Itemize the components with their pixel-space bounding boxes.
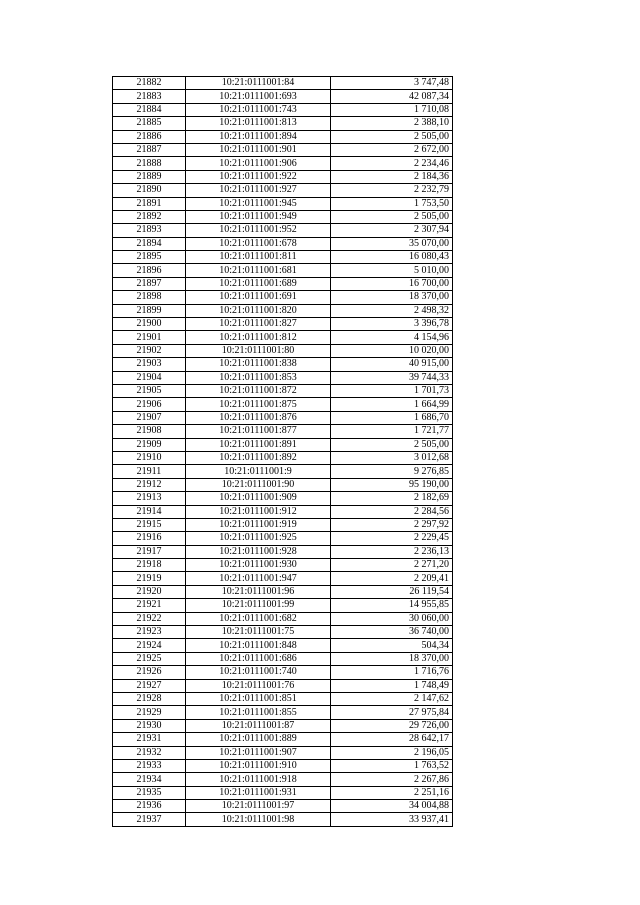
row-number-cell: 21914 — [113, 505, 186, 518]
table-body — [113, 77, 453, 827]
value-cell: 28 642,17 — [331, 733, 453, 746]
row-number-cell: 21928 — [113, 692, 186, 705]
table-row — [113, 251, 453, 264]
cadastral-number-cell: 10:21:0111001:919 — [186, 518, 331, 531]
row-number-cell: 21918 — [113, 559, 186, 572]
table-row — [113, 103, 453, 116]
value-cell: 1 748,49 — [331, 679, 453, 692]
cadastral-number-cell: 10:21:0111001:678 — [186, 237, 331, 250]
row-number-cell: 21886 — [113, 130, 186, 143]
table-row — [113, 130, 453, 143]
row-number-cell: 21883 — [113, 90, 186, 103]
row-number-cell: 21933 — [113, 759, 186, 772]
cadastral-number-cell: 10:21:0111001:75 — [186, 626, 331, 639]
row-number-cell: 21895 — [113, 251, 186, 264]
value-cell: 2 307,94 — [331, 224, 453, 237]
cadastral-number-cell: 10:21:0111001:813 — [186, 117, 331, 130]
table-row — [113, 210, 453, 223]
table-row — [113, 639, 453, 652]
cadastral-number-cell: 10:21:0111001:855 — [186, 706, 331, 719]
table-row — [113, 170, 453, 183]
row-number-cell: 21913 — [113, 492, 186, 505]
value-cell: 2 236,13 — [331, 545, 453, 558]
cadastral-number-cell: 10:21:0111001:930 — [186, 559, 331, 572]
row-number-cell: 21922 — [113, 612, 186, 625]
value-cell: 1 701,73 — [331, 384, 453, 397]
cadastral-number-cell: 10:21:0111001:820 — [186, 304, 331, 317]
cadastral-number-cell: 10:21:0111001:84 — [186, 77, 331, 90]
table-row — [113, 358, 453, 371]
table-row — [113, 545, 453, 558]
value-cell: 1 763,52 — [331, 759, 453, 772]
cadastral-number-cell: 10:21:0111001:876 — [186, 411, 331, 424]
cadastral-number-cell: 10:21:0111001:681 — [186, 264, 331, 277]
value-cell: 18 370,00 — [331, 652, 453, 665]
value-cell: 42 087,34 — [331, 90, 453, 103]
table-row — [113, 77, 453, 90]
value-cell: 2 209,41 — [331, 572, 453, 585]
row-number-cell: 21887 — [113, 143, 186, 156]
table-row — [113, 572, 453, 585]
cadastral-number-cell: 10:21:0111001:949 — [186, 210, 331, 223]
row-number-cell: 21900 — [113, 318, 186, 331]
row-number-cell: 21888 — [113, 157, 186, 170]
table-row — [113, 237, 453, 250]
value-cell: 2 672,00 — [331, 143, 453, 156]
row-number-cell: 21916 — [113, 532, 186, 545]
value-cell: 1 721,77 — [331, 425, 453, 438]
table-row — [113, 719, 453, 732]
value-cell: 5 010,00 — [331, 264, 453, 277]
cadastral-number-cell: 10:21:0111001:906 — [186, 157, 331, 170]
table-row — [113, 599, 453, 612]
table-row — [113, 626, 453, 639]
value-cell: 1 716,76 — [331, 666, 453, 679]
table-row — [113, 652, 453, 665]
cadastral-number-cell: 10:21:0111001:686 — [186, 652, 331, 665]
value-cell: 3 012,68 — [331, 451, 453, 464]
row-number-cell: 21905 — [113, 384, 186, 397]
row-number-cell: 21898 — [113, 291, 186, 304]
cadastral-number-cell: 10:21:0111001:894 — [186, 130, 331, 143]
row-number-cell: 21882 — [113, 77, 186, 90]
row-number-cell: 21907 — [113, 411, 186, 424]
cadastral-number-cell: 10:21:0111001:872 — [186, 384, 331, 397]
row-number-cell: 21927 — [113, 679, 186, 692]
value-cell: 2 267,86 — [331, 773, 453, 786]
table-row — [113, 532, 453, 545]
cadastral-number-cell: 10:21:0111001:693 — [186, 90, 331, 103]
cadastral-number-cell: 10:21:0111001:892 — [186, 451, 331, 464]
table-row — [113, 157, 453, 170]
row-number-cell: 21890 — [113, 184, 186, 197]
cadastral-number-cell: 10:21:0111001:76 — [186, 679, 331, 692]
row-number-cell: 21884 — [113, 103, 186, 116]
value-cell: 1 664,99 — [331, 398, 453, 411]
row-number-cell: 21899 — [113, 304, 186, 317]
value-cell: 3 396,78 — [331, 318, 453, 331]
row-number-cell: 21902 — [113, 344, 186, 357]
table-row — [113, 746, 453, 759]
cadastral-number-cell: 10:21:0111001:889 — [186, 733, 331, 746]
cadastral-number-cell: 10:21:0111001:97 — [186, 800, 331, 813]
cadastral-number-cell: 10:21:0111001:743 — [186, 103, 331, 116]
value-cell: 35 070,00 — [331, 237, 453, 250]
value-cell: 504,34 — [331, 639, 453, 652]
cadastral-number-cell: 10:21:0111001:901 — [186, 143, 331, 156]
row-number-cell: 21897 — [113, 277, 186, 290]
table-row — [113, 692, 453, 705]
row-number-cell: 21931 — [113, 733, 186, 746]
row-number-cell: 21936 — [113, 800, 186, 813]
cadastral-number-cell: 10:21:0111001:90 — [186, 478, 331, 491]
table-row — [113, 224, 453, 237]
cadastral-number-cell: 10:21:0111001:99 — [186, 599, 331, 612]
row-number-cell: 21906 — [113, 398, 186, 411]
table-row — [113, 184, 453, 197]
row-number-cell: 21892 — [113, 210, 186, 223]
value-cell: 39 744,33 — [331, 371, 453, 384]
cadastral-number-cell: 10:21:0111001:682 — [186, 612, 331, 625]
cadastral-number-cell: 10:21:0111001:945 — [186, 197, 331, 210]
value-cell: 3 747,48 — [331, 77, 453, 90]
cadastral-number-cell: 10:21:0111001:853 — [186, 371, 331, 384]
cadastral-number-cell: 10:21:0111001:910 — [186, 759, 331, 772]
value-cell: 14 955,85 — [331, 599, 453, 612]
table-row — [113, 518, 453, 531]
value-cell: 2 505,00 — [331, 210, 453, 223]
row-number-cell: 21925 — [113, 652, 186, 665]
value-cell: 30 060,00 — [331, 612, 453, 625]
cadastral-number-cell: 10:21:0111001:689 — [186, 277, 331, 290]
value-cell: 34 004,88 — [331, 800, 453, 813]
table-row — [113, 773, 453, 786]
table-row — [113, 291, 453, 304]
cadastral-number-cell: 10:21:0111001:80 — [186, 344, 331, 357]
row-number-cell: 21903 — [113, 358, 186, 371]
value-cell: 40 915,00 — [331, 358, 453, 371]
row-number-cell: 21935 — [113, 786, 186, 799]
table-row — [113, 465, 453, 478]
table-row — [113, 344, 453, 357]
cadastral-number-cell: 10:21:0111001:912 — [186, 505, 331, 518]
cadastral-number-cell: 10:21:0111001:918 — [186, 773, 331, 786]
value-cell: 16 700,00 — [331, 277, 453, 290]
table-row — [113, 679, 453, 692]
table-row — [113, 398, 453, 411]
cadastral-number-cell: 10:21:0111001:827 — [186, 318, 331, 331]
value-cell: 2 297,92 — [331, 518, 453, 531]
value-cell: 10 020,00 — [331, 344, 453, 357]
row-number-cell: 21885 — [113, 117, 186, 130]
value-cell: 29 726,00 — [331, 719, 453, 732]
row-number-cell: 21919 — [113, 572, 186, 585]
table-row — [113, 90, 453, 103]
row-number-cell: 21889 — [113, 170, 186, 183]
cadastral-number-cell: 10:21:0111001:952 — [186, 224, 331, 237]
cadastral-number-cell: 10:21:0111001:848 — [186, 639, 331, 652]
cadastral-number-cell: 10:21:0111001:925 — [186, 532, 331, 545]
cadastral-number-cell: 10:21:0111001:875 — [186, 398, 331, 411]
cadastral-number-cell: 10:21:0111001:851 — [186, 692, 331, 705]
cadastral-number-cell: 10:21:0111001:877 — [186, 425, 331, 438]
row-number-cell: 21934 — [113, 773, 186, 786]
cadastral-number-cell: 10:21:0111001:928 — [186, 545, 331, 558]
value-cell: 16 080,43 — [331, 251, 453, 264]
cadastral-number-cell: 10:21:0111001:96 — [186, 585, 331, 598]
value-cell: 2 147,62 — [331, 692, 453, 705]
value-cell: 18 370,00 — [331, 291, 453, 304]
row-number-cell: 21911 — [113, 465, 186, 478]
value-cell: 1 753,50 — [331, 197, 453, 210]
row-number-cell: 21901 — [113, 331, 186, 344]
cadastral-number-cell: 10:21:0111001:907 — [186, 746, 331, 759]
cadastral-number-cell: 10:21:0111001:87 — [186, 719, 331, 732]
row-number-cell: 21926 — [113, 666, 186, 679]
value-cell: 95 190,00 — [331, 478, 453, 491]
table-row — [113, 492, 453, 505]
value-cell: 2 505,00 — [331, 130, 453, 143]
cadastral-number-cell: 10:21:0111001:909 — [186, 492, 331, 505]
row-number-cell: 21896 — [113, 264, 186, 277]
value-cell: 2 505,00 — [331, 438, 453, 451]
value-cell: 2 284,56 — [331, 505, 453, 518]
table-row — [113, 478, 453, 491]
value-cell: 2 182,69 — [331, 492, 453, 505]
value-cell: 2 251,16 — [331, 786, 453, 799]
cadastral-number-cell: 10:21:0111001:891 — [186, 438, 331, 451]
row-number-cell: 21908 — [113, 425, 186, 438]
table-row — [113, 197, 453, 210]
table-row — [113, 559, 453, 572]
table-row — [113, 425, 453, 438]
value-cell: 26 119,54 — [331, 585, 453, 598]
row-number-cell: 21924 — [113, 639, 186, 652]
table-row — [113, 331, 453, 344]
row-number-cell: 21920 — [113, 585, 186, 598]
cadastral-number-cell: 10:21:0111001:931 — [186, 786, 331, 799]
row-number-cell: 21910 — [113, 451, 186, 464]
row-number-cell: 21937 — [113, 813, 186, 826]
table-row — [113, 786, 453, 799]
cadastral-number-cell: 10:21:0111001:98 — [186, 813, 331, 826]
table-row — [113, 277, 453, 290]
value-cell: 1 710,08 — [331, 103, 453, 116]
table-row — [113, 612, 453, 625]
cadastral-number-cell: 10:21:0111001:922 — [186, 170, 331, 183]
row-number-cell: 21929 — [113, 706, 186, 719]
row-number-cell: 21891 — [113, 197, 186, 210]
table-row — [113, 733, 453, 746]
value-cell: 2 229,45 — [331, 532, 453, 545]
cadastral-number-cell: 10:21:0111001:740 — [186, 666, 331, 679]
row-number-cell: 21921 — [113, 599, 186, 612]
cadastral-number-cell: 10:21:0111001:811 — [186, 251, 331, 264]
row-number-cell: 21894 — [113, 237, 186, 250]
row-number-cell: 21904 — [113, 371, 186, 384]
cadastral-value-table — [112, 76, 453, 827]
value-cell: 2 232,79 — [331, 184, 453, 197]
row-number-cell: 21915 — [113, 518, 186, 531]
value-cell: 1 686,70 — [331, 411, 453, 424]
row-number-cell: 21909 — [113, 438, 186, 451]
cadastral-number-cell: 10:21:0111001:9 — [186, 465, 331, 478]
value-cell: 2 388,10 — [331, 117, 453, 130]
value-cell: 2 184,36 — [331, 170, 453, 183]
value-cell: 2 498,32 — [331, 304, 453, 317]
value-cell: 4 154,96 — [331, 331, 453, 344]
cadastral-number-cell: 10:21:0111001:838 — [186, 358, 331, 371]
cadastral-number-cell: 10:21:0111001:947 — [186, 572, 331, 585]
table-row — [113, 438, 453, 451]
value-cell: 2 234,46 — [331, 157, 453, 170]
table-row — [113, 117, 453, 130]
table-row — [113, 585, 453, 598]
table-row — [113, 411, 453, 424]
table-row — [113, 318, 453, 331]
row-number-cell: 21923 — [113, 626, 186, 639]
table-row — [113, 304, 453, 317]
table-row — [113, 813, 453, 826]
table-row — [113, 371, 453, 384]
cadastral-number-cell: 10:21:0111001:691 — [186, 291, 331, 304]
row-number-cell: 21930 — [113, 719, 186, 732]
cadastral-number-cell: 10:21:0111001:927 — [186, 184, 331, 197]
value-cell: 2 271,20 — [331, 559, 453, 572]
value-cell: 9 276,85 — [331, 465, 453, 478]
value-cell: 33 937,41 — [331, 813, 453, 826]
value-cell: 27 975,84 — [331, 706, 453, 719]
value-cell: 36 740,00 — [331, 626, 453, 639]
table-row — [113, 706, 453, 719]
row-number-cell: 21917 — [113, 545, 186, 558]
row-number-cell: 21912 — [113, 478, 186, 491]
table-row — [113, 505, 453, 518]
table-row — [113, 143, 453, 156]
row-number-cell: 21893 — [113, 224, 186, 237]
table-row — [113, 759, 453, 772]
table-row — [113, 800, 453, 813]
value-cell: 2 196,05 — [331, 746, 453, 759]
table-row — [113, 451, 453, 464]
cadastral-number-cell: 10:21:0111001:812 — [186, 331, 331, 344]
table-row — [113, 384, 453, 397]
table-row — [113, 666, 453, 679]
row-number-cell: 21932 — [113, 746, 186, 759]
table-row — [113, 264, 453, 277]
